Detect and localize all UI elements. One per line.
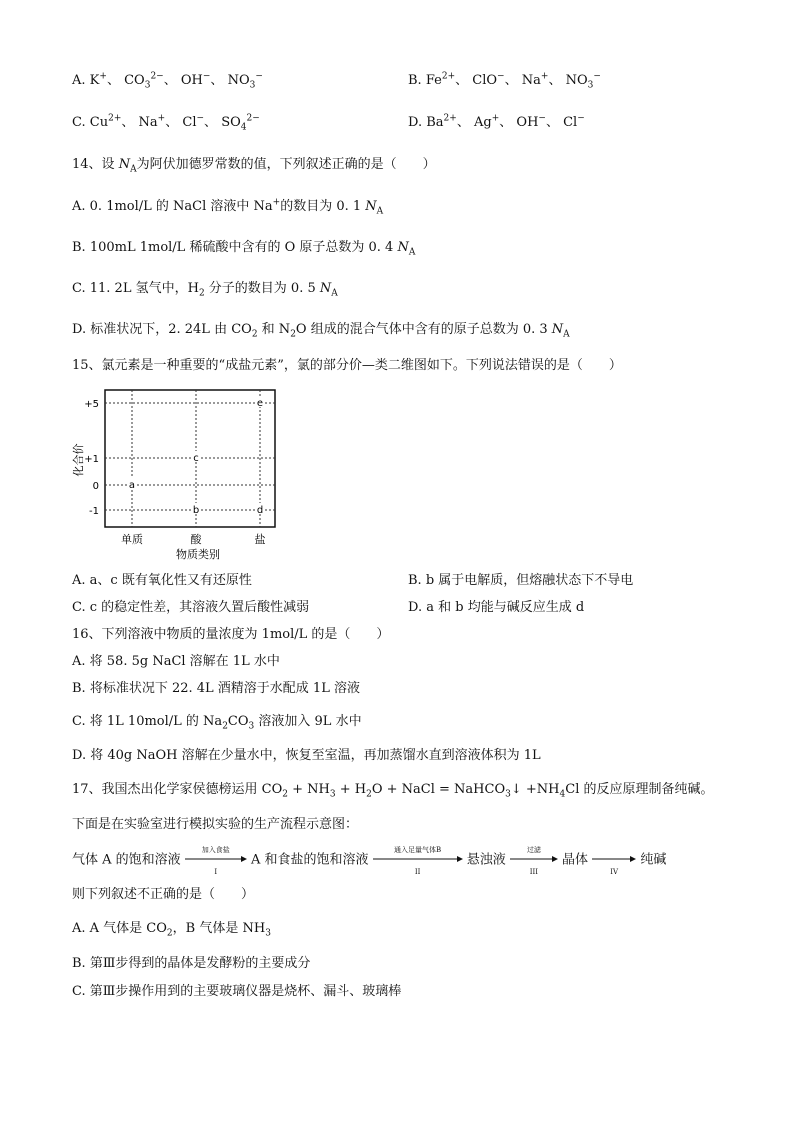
q16-option-a: A. 将 58. 5g NaCl 溶解在 1L 水中 — [72, 654, 280, 669]
q15-option-c: C. c 的稳定性差，其溶液久置后酸性减弱 — [72, 600, 310, 615]
x-tick-label: 单质 — [121, 533, 143, 546]
q15-stem: 15、氯元素是一种重要的“成盐元素”，氯的部分价—类二维图如下。下列说法错误的是（ ） — [72, 358, 622, 373]
x-tick-label: 盐 — [254, 533, 266, 546]
q14-option-a: A. 0. 1mol/L 的 NaCl 溶液中 Na+的数目为 0. 1 $N_A$ — [72, 197, 384, 217]
point-label-b: b — [192, 505, 200, 516]
q13-option-a: A. K+、 $CO_3^{2-}$、 OH−、 $NO_3^-$ — [72, 71, 263, 91]
q17-ask: 则下列叙述不正确的是（ ） — [72, 887, 255, 902]
q16-option-b: B. 将标准状况下 22. 4L 酒精溶于水配成 1L 溶液 — [72, 681, 360, 696]
q14-stem: 14、设 $N_A$为阿伏加德罗常数的值，下列叙述正确的是（ ） — [72, 157, 436, 175]
point-label-c: c — [193, 453, 199, 464]
q17-option-b: B. 第Ⅲ步得到的晶体是发酵粉的主要成分 — [72, 956, 311, 971]
y-tick-label: +1 — [84, 454, 99, 465]
q16-option-d: D. 将 40g NaOH 溶解在少量水中，恢复至室温，再加蒸馏水直到溶液体积为 1L — [72, 748, 541, 763]
y-tick-label: +5 — [84, 399, 99, 410]
q14-option-c: C. 11. 2L 氢气中，$H_2$ 分子的数目为 0. 5 $N_A$ — [72, 281, 338, 299]
q17-stem: 17、我国杰出化学家侯德榜运用 $CO_2 + NH_3 + H_2O$ + NaCl = NaHCO$_3$↓ $+NH_4Cl$ 的反应原理制备纯碱。 — [72, 782, 714, 800]
q17-flow: 气体 A 的饱和溶液 加入食盐 I A 和食盐的饱和溶液 通入足量气体B II 悬浊液 过滤 III 晶体 IV 纯碱 — [72, 846, 667, 876]
y-tick-label: -1 — [89, 506, 99, 517]
q15-option-a: A. a、c 既有氧化性又有还原性 — [72, 573, 252, 588]
q15-option-d: D. a 和 b 均能与碱反应生成 d — [408, 600, 585, 615]
point-label-d: d — [256, 505, 264, 516]
point-label-e: e — [256, 398, 264, 409]
q13-option-b: B. $Fe^{2+}$、 ClO−、 Na+、 $NO_3^-$ — [408, 71, 601, 91]
q13-option-c: C. $Cu^{2+}$、 Na+、 Cl−、 $SO_4^{2-}$ — [72, 113, 260, 133]
x-tick-label: 酸 — [190, 533, 202, 546]
q17-option-c: C. 第Ⅲ步操作用到的主要玻璃仪器是烧杯、漏斗、玻璃棒 — [72, 984, 402, 999]
q14-option-d: D. 标准状况下，2. 24L 由 $CO_2$ 和 $N_2O$ 组成的混合气体中含有的原子总数为 0. 3 $N_A$ — [72, 322, 570, 340]
chart-xlabel: 物质类别 — [176, 548, 220, 561]
arrow-4-icon — [592, 855, 636, 863]
y-tick-label: 0 — [92, 481, 99, 492]
q16-option-c: C. 将 1L 10mol/L 的 $Na_2CO_3$ 溶液加入 9L 水中 — [72, 714, 362, 732]
valence-class-chart — [70, 385, 290, 565]
q17-line2: 下面是在实验室进行模拟实验的生产流程示意图： — [72, 817, 359, 832]
chart-ylabel: 化合价 — [72, 443, 85, 477]
q16-stem: 16、下列溶液中物质的量浓度为 1mol/L 的是（ ） — [72, 627, 390, 642]
point-label-a: a — [128, 480, 136, 491]
q15-option-b: B. b 属于电解质，但熔融状态下不导电 — [408, 573, 634, 588]
q14-option-b: B. 100mL 1mol/L 稀硫酸中含有的 O 原子总数为 0. 4 $N_A$ — [72, 240, 416, 258]
q13-option-d: D. $Ba^{2+}$、 Ag+、 OH−、 Cl− — [408, 113, 585, 130]
q17-option-a: A. A 气体是 $CO_2$，B 气体是 $NH_3$ — [72, 921, 271, 939]
